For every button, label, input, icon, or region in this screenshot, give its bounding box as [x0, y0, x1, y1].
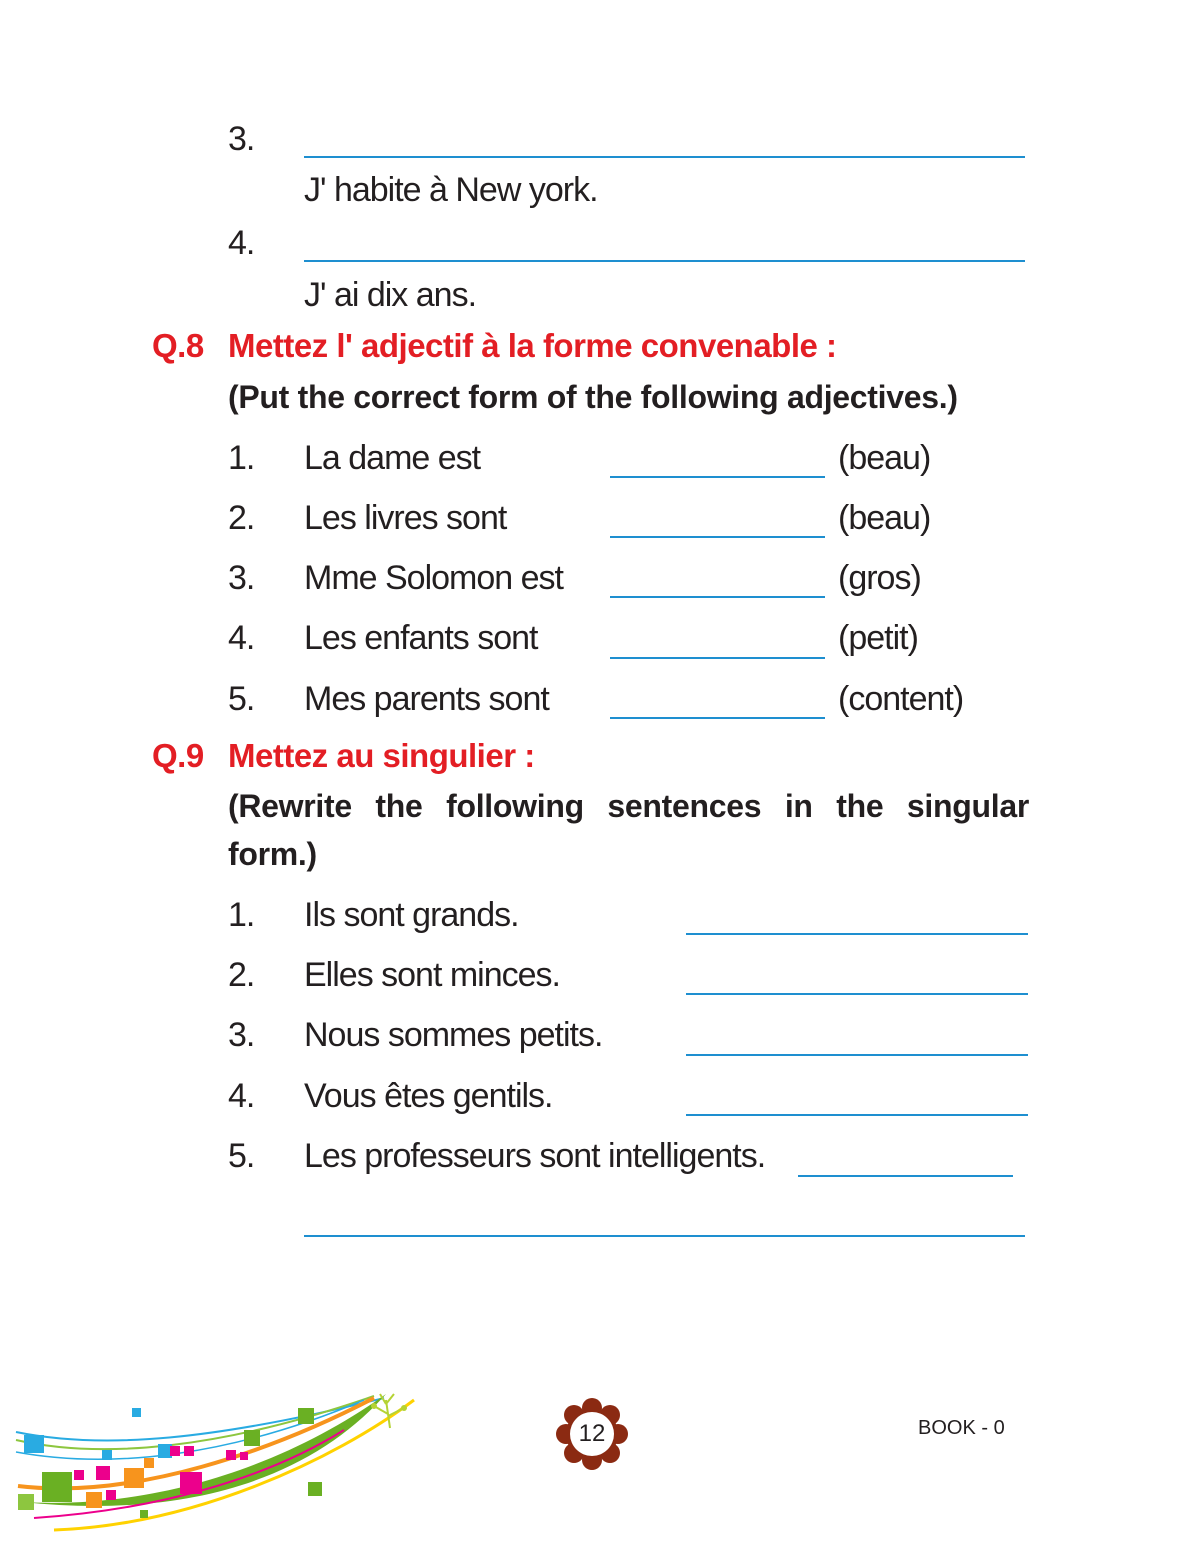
answer-line[interactable] [304, 156, 1025, 158]
item-hint: (beau) [838, 499, 931, 537]
item-number: 2. [228, 956, 255, 994]
given-answer: J' habite à New york. [304, 171, 598, 209]
question-subtitle: (Rewrite the following sentences in the singular [228, 788, 1029, 824]
given-answer: J' ai dix ans. [304, 276, 477, 314]
answer-line[interactable] [798, 1175, 1013, 1177]
item-text: Les professeurs sont intelligents. [304, 1137, 766, 1175]
answer-line[interactable] [686, 1054, 1028, 1056]
item-text: Vous êtes gentils. [304, 1077, 553, 1115]
question-title: Mettez au singulier : [228, 737, 535, 774]
item-hint: (beau) [838, 439, 931, 477]
question-subtitle: (Put the correct form of the following adjectives.) [228, 379, 958, 415]
answer-line[interactable] [686, 1114, 1028, 1116]
question-number: Q.9 [152, 737, 204, 774]
item-number: 2. [228, 499, 255, 537]
item-hint: (content) [838, 680, 964, 718]
item-hint: (gros) [838, 559, 921, 597]
item-number: 5. [228, 680, 255, 718]
item-number: 3. [228, 559, 255, 597]
answer-line[interactable] [686, 993, 1028, 995]
item-text: La dame est [304, 439, 481, 477]
book-label: BOOK - 0 [918, 1417, 1005, 1439]
answer-line[interactable] [610, 476, 825, 478]
page-number: 12 [578, 1420, 606, 1447]
answer-line[interactable] [304, 260, 1025, 262]
answer-line[interactable] [610, 536, 825, 538]
answer-line[interactable] [686, 933, 1028, 935]
item-text: Les enfants sont [304, 619, 538, 657]
item-number: 4. [228, 1077, 255, 1115]
question-title: Mettez l' adjectif à la forme convenable : [228, 327, 837, 364]
item-number: 4. [228, 224, 255, 262]
item-number: 3. [228, 120, 255, 158]
item-text: Mme Solomon est [304, 559, 563, 597]
item-text: Nous sommes petits. [304, 1016, 603, 1054]
question-subtitle-continued: form.) [228, 836, 317, 872]
answer-line[interactable] [610, 596, 825, 598]
answer-line-continued[interactable] [304, 1235, 1025, 1237]
item-text: Les livres sont [304, 499, 507, 537]
decorative-swoosh-graphic [14, 1390, 424, 1540]
question-number: Q.8 [152, 327, 204, 364]
item-text: Elles sont minces. [304, 956, 560, 994]
item-number: 5. [228, 1137, 255, 1175]
item-text: Mes parents sont [304, 680, 549, 718]
answer-line[interactable] [610, 657, 825, 659]
item-text: Ils sont grands. [304, 896, 519, 934]
item-number: 4. [228, 619, 255, 657]
item-number: 3. [228, 1016, 255, 1054]
item-hint: (petit) [838, 619, 918, 657]
item-number: 1. [228, 896, 255, 934]
item-number: 1. [228, 439, 255, 477]
answer-line[interactable] [610, 717, 825, 719]
